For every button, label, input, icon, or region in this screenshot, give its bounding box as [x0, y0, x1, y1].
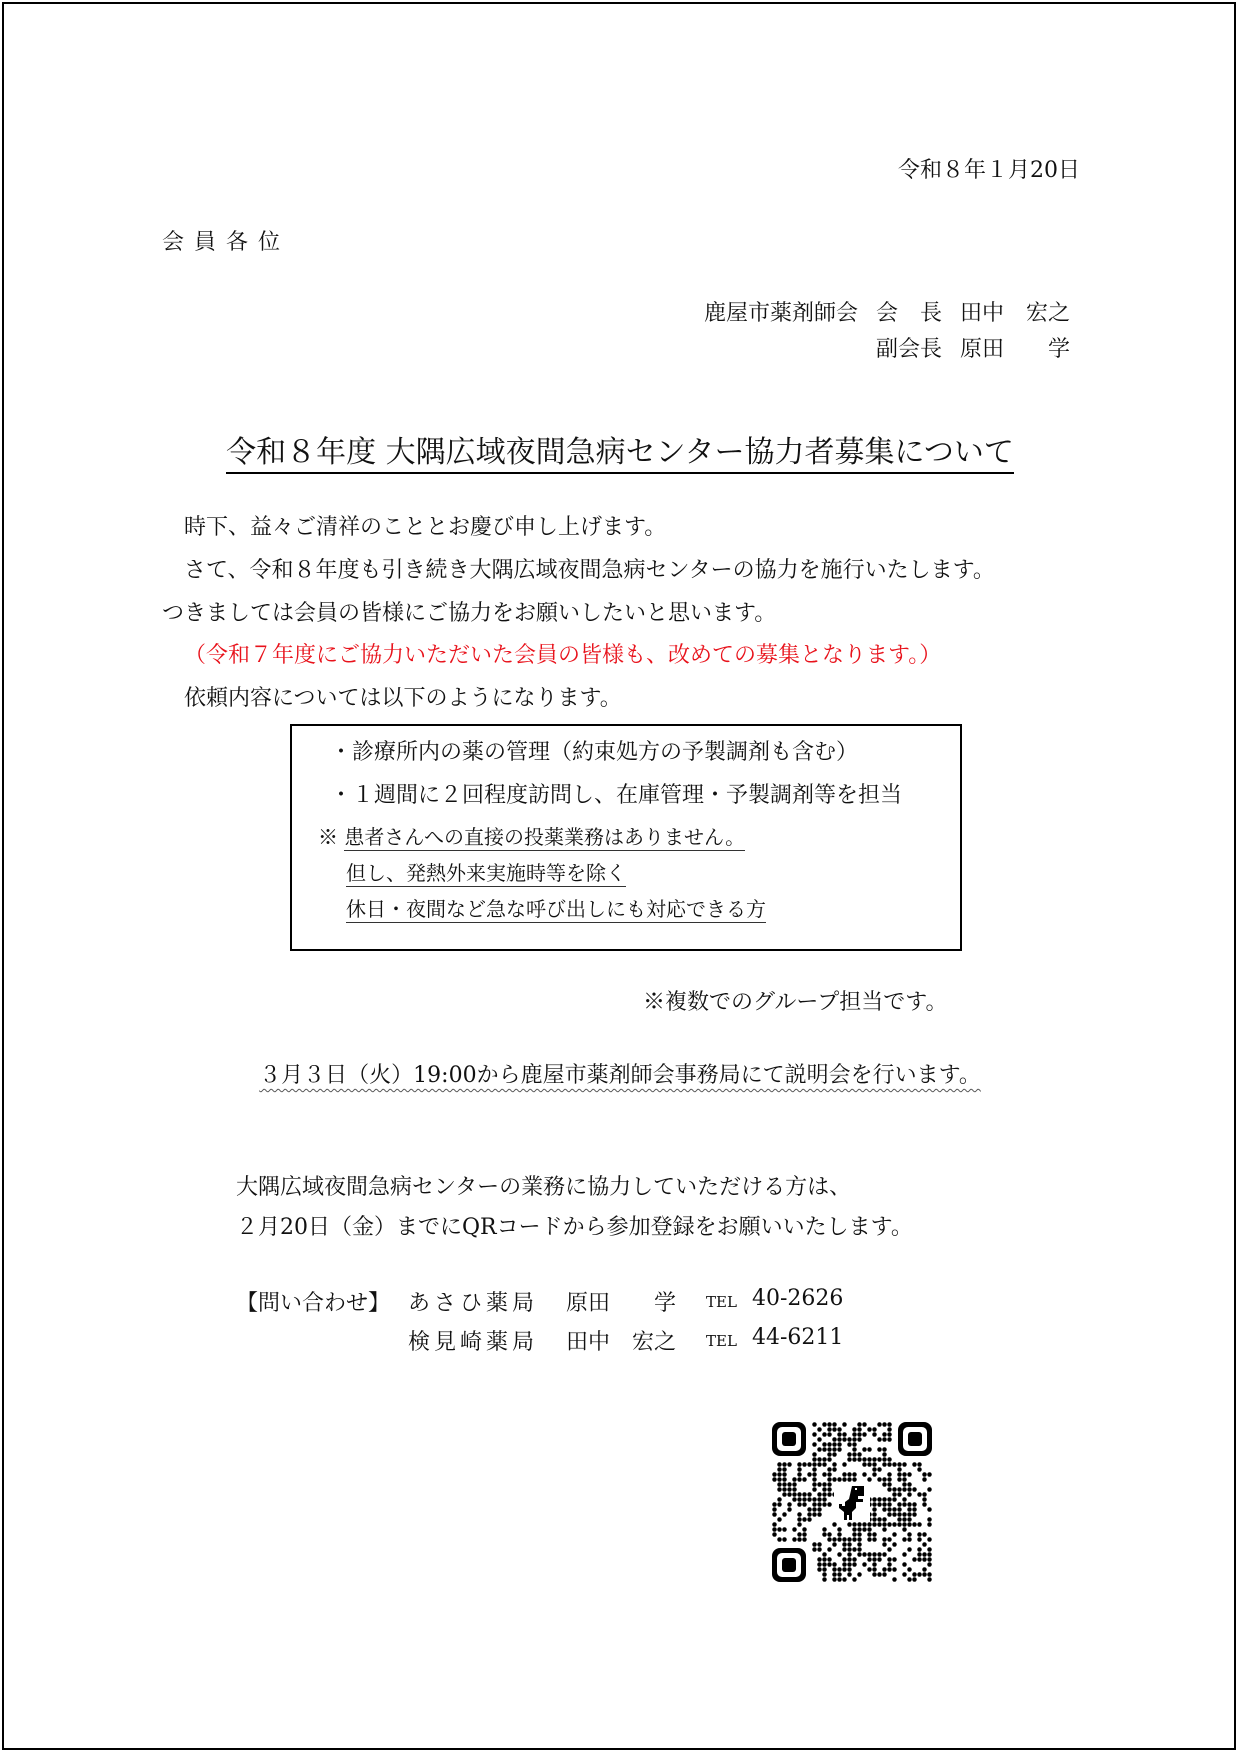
requirement-item: ・診療所内の薬の管理（約束処方の予製調剤も含む） — [330, 740, 859, 765]
requirement-item: ・１週間に２回程度訪問し、在庫管理・予製調剤等を担当 — [330, 783, 903, 808]
president-title: 会 長 — [875, 301, 942, 326]
note-text: 休日・夜間など急な呼び出しにも対応できる方 — [346, 897, 766, 921]
document-title — [0, 427, 1240, 471]
contact-name: 田中 宏之 — [566, 1330, 677, 1355]
briefing-text: ３月３日（火）19:00から鹿屋市薬剤師会事務局にて説明会を行います。 — [259, 1063, 981, 1088]
body-announcement: さて、令和８年度も引き続き大隅広域夜間急病センターの協力を施行いたします。 — [184, 558, 995, 583]
contact-name: 原田 学 — [566, 1291, 677, 1316]
briefing-notice — [0, 1058, 1240, 1089]
requirement-note — [346, 857, 626, 886]
contact-phone: 40-2626 — [752, 1286, 844, 1311]
sender-president — [704, 296, 1070, 327]
tel-label: TEL — [706, 1332, 737, 1350]
sender-org-name: 鹿屋市薬剤師会 — [703, 301, 858, 326]
contact-label: 【問い合わせ】 — [236, 1291, 391, 1316]
group-note: ※複数でのグループ担当です。 — [643, 990, 948, 1015]
contact-phone: 44-6211 — [752, 1325, 844, 1350]
body-greeting: 時下、益々ご清祥のこととお慶び申し上げます。 — [184, 515, 667, 540]
note-text: 患者さんへの直接の投薬業務はありません。 — [344, 825, 746, 849]
contact-pharmacy: あさひ薬局 — [408, 1291, 539, 1316]
note-mark: ※ — [318, 825, 338, 849]
body-red-notice: （令和７年度にご協力いただいた会員の皆様も、改めての募集となります。） — [184, 643, 942, 668]
president-name: 田中 宏之 — [959, 301, 1070, 326]
dinosaur-icon — [834, 1482, 870, 1522]
sender-vice-president — [876, 332, 1070, 363]
body-request: つきましては会員の皆様にご協力をお願いしたいと思います。 — [162, 601, 777, 626]
document-title-text: 令和８年度 大隅広域夜間急病センター協力者募集について — [226, 435, 1014, 474]
requirement-note — [318, 821, 745, 850]
document-date: 令和８年１月20日 — [898, 158, 1080, 183]
vp-name: 原田 学 — [959, 337, 1070, 362]
vp-title: 副会長 — [875, 337, 942, 362]
qr-code[interactable] — [772, 1422, 932, 1582]
recipients: 会員各位 — [162, 230, 291, 255]
body-intro-details: 依頼内容については以下のようになります。 — [184, 686, 622, 711]
note-text: 但し、発熱外来実施時等を除く — [346, 861, 626, 885]
cta-line: ２月20日（金）までにQRコードから参加登録をお願いいたします。 — [236, 1215, 913, 1240]
requirement-note — [346, 893, 766, 922]
tel-label: TEL — [706, 1293, 737, 1311]
cta-line: 大隅広域夜間急病センターの業務に協力していただける方は、 — [236, 1175, 852, 1200]
contact-pharmacy: 検見崎薬局 — [408, 1330, 539, 1355]
